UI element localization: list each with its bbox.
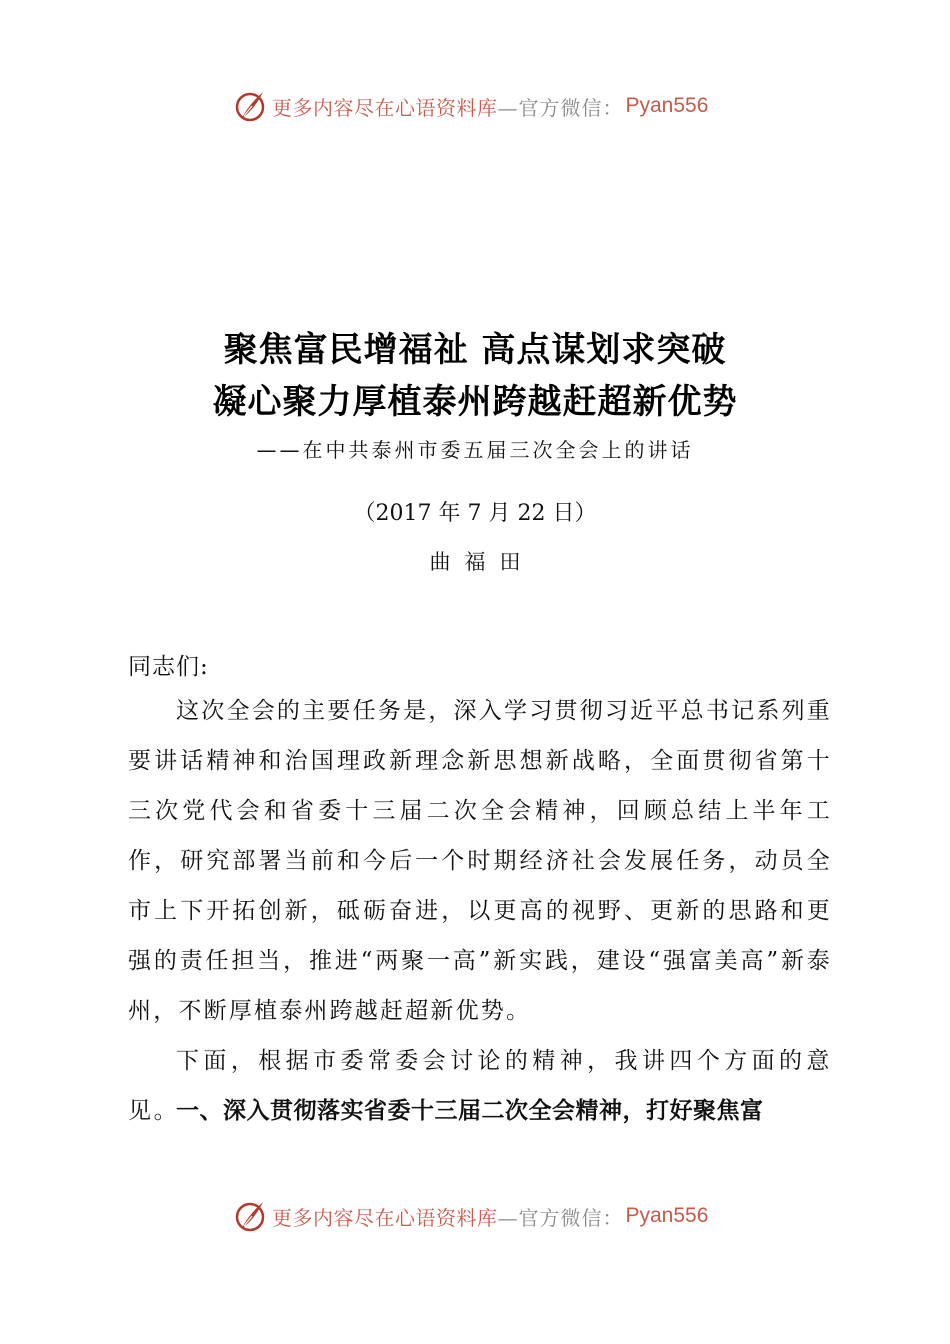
watermark-separator: —官方微信： (497, 1205, 624, 1230)
watermark-text: 更多内容尽在心语资料库 (272, 95, 498, 120)
watermark-text: 更多内容尽在心语资料库 (272, 1205, 498, 1230)
footer-watermark (232, 1196, 708, 1236)
header-watermark (232, 86, 708, 126)
body-paragraph-1: 这次全会的主要任务是，深入学习贯彻习近平总书记系列重要讲话精神和治国理政新理念新思想新战略，全面贯彻省第十三次党代会和省委十三届二次全会精神，回顾总结上半年工作，研究部署当前和今后一个时期经济社会发展任务，动员全市上下开拓创新，砥砺奋进，以更高的视野、更新的思路和更强的责任担当，推进“两聚一高”新实践，建设“强富美高”新泰州，不断厚植泰州跨越赶超新优势。 (128, 698, 832, 1024)
document-date: （2017 年 7 月 22 日） (353, 501, 597, 526)
quill-pen-logo-icon (232, 1198, 268, 1234)
document-title-line-2: 凝心聚力厚植泰州跨越赶超新优势 (212, 382, 738, 422)
document-author: 曲福田 (429, 550, 535, 574)
document-title-line-1: 聚焦富民增福祉 高点谋划求突破 (223, 330, 727, 370)
watermark-separator: —官方微信： (497, 95, 624, 120)
watermark-handle: Pyan556 (625, 94, 709, 117)
greeting: 同志们: (128, 654, 209, 680)
section-heading-1: 一、深入贯彻落实省委十三届二次全会精神，打好聚焦富 (176, 1098, 764, 1124)
document-subtitle: ——在中共泰州市委五届三次全会上的讲话 (256, 438, 694, 462)
quill-pen-logo-icon (232, 88, 268, 124)
watermark-handle: Pyan556 (625, 1204, 709, 1227)
body-paragraph-2: 下面，根据市委常委会讨论的精神，我讲四个方面的意见。 (128, 1048, 832, 1124)
